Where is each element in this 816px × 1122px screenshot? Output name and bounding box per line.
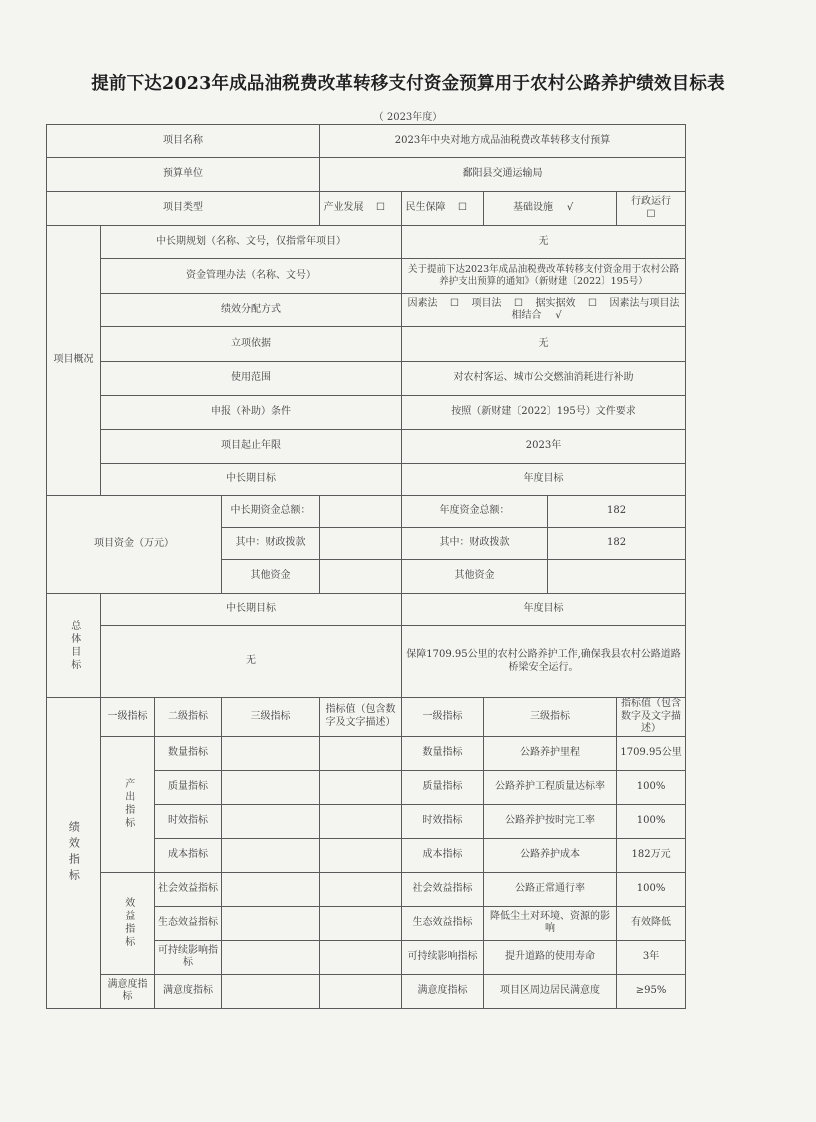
funds-annual-header: 年度目标: [402, 464, 686, 496]
table-row: [47, 974, 686, 1008]
condition-value: 按照（新财建〔2022〕195号）文件要求: [402, 396, 686, 430]
table-row: [47, 872, 686, 906]
value-cell: [320, 838, 402, 872]
annual-level1-cell: 质量指标: [402, 770, 484, 804]
level3-cell: [222, 804, 320, 838]
annual-level3-cell: 公路正常通行率: [484, 872, 617, 906]
value-cell: [320, 940, 402, 974]
condition-label: 申报（补助）条件: [101, 396, 402, 430]
period-label: 项目起止年限: [101, 430, 402, 464]
annual-value-cell: ≥95%: [617, 974, 686, 1008]
level3-cell: [222, 736, 320, 770]
annual-level1-cell: 时效指标: [402, 804, 484, 838]
header-annual-level1: 一级指标: [402, 698, 484, 737]
level3-cell: [222, 770, 320, 804]
level2-cell: 社会效益指标: [155, 872, 222, 906]
funds-total-annual-label: 年度资金总额：: [402, 496, 548, 528]
plan-value: 无: [402, 226, 686, 259]
checkbox-icon: ☐: [458, 202, 467, 214]
annual-level3-cell: 公路养护成本: [484, 838, 617, 872]
annual-level3-cell: 项目区周边居民满意度: [484, 974, 617, 1008]
fund-mgmt-value: 关于提前下达2023年成品油税费改革转移支付资金用于农村公路养护支出预算的通知》（新财建〔2022〕195号）: [402, 259, 686, 294]
value-cell: [320, 872, 402, 906]
overall-long-term-header: 中长期目标: [101, 594, 402, 626]
header-level2: 二级指标: [155, 698, 222, 737]
funds-total-label: 中长期资金总额：: [222, 496, 320, 528]
checkmark-icon: √: [555, 310, 562, 321]
annual-level3-cell: 公路养护工程质量达标率: [484, 770, 617, 804]
header-annual-value: 指标值（包含数字及文字描述）: [617, 698, 686, 737]
level3-cell: [222, 906, 320, 940]
annual-value-cell: 有效降低: [617, 906, 686, 940]
funds-group-label: 项目资金（万元）: [47, 496, 222, 594]
funds-other-annual-value: [548, 560, 686, 594]
value-cell: [320, 804, 402, 838]
funds-fiscal-value: [320, 528, 402, 560]
funds-total-annual-value: 182: [548, 496, 686, 528]
perf-methods: 因素法 ☐ 项目法 ☐ 据实据效 ☐ 因素法与项目法相结合 √: [402, 294, 686, 327]
indicators-group-label: 绩效指标: [47, 698, 101, 1009]
overall-annual-value: 保障1709.95公里的农村公路养护工作,确保我县农村公路道路桥梁安全运行。: [402, 626, 686, 698]
checkbox-icon: ☐: [376, 202, 385, 214]
funds-fiscal-label: 其中：财政拨款: [222, 528, 320, 560]
level2-cell: 时效指标: [155, 804, 222, 838]
page-title: 提前下达2023年成品油税费改革转移支付资金预算用于农村公路养护绩效目标表: [91, 74, 725, 94]
project-name-value: 2023年中央对地方成品油税费改革转移支付预算: [320, 125, 686, 158]
funds-total-value: [320, 496, 402, 528]
project-name-label: 项目名称: [47, 125, 320, 158]
level3-cell: [222, 940, 320, 974]
value-cell: [320, 736, 402, 770]
table-row: [47, 736, 686, 770]
budget-unit-value: 鄱阳县交通运输局: [320, 158, 686, 192]
header-value: 指标值（包含数字及文字描述）: [320, 698, 402, 737]
funds-long-term-header: 中长期目标: [101, 464, 402, 496]
level2-cell: 可持续影响指标: [155, 940, 222, 974]
checkbox-icon: ☐: [646, 208, 656, 220]
value-cell: [320, 770, 402, 804]
annual-level1-cell: 数量指标: [402, 736, 484, 770]
annual-level3-cell: 降低尘土对环境、资源的影响: [484, 906, 617, 940]
plan-label: 中长期规划（名称、文号，仅指常年项目）: [101, 226, 402, 259]
project-type-label: 项目类型: [47, 192, 320, 226]
annual-value-cell: 100%: [617, 770, 686, 804]
annual-level3-cell: 公路养护里程: [484, 736, 617, 770]
overall-group-label: 总体目标: [47, 594, 101, 698]
annual-value-cell: 100%: [617, 872, 686, 906]
annual-level1-cell: 成本指标: [402, 838, 484, 872]
annual-level3-cell: 提升道路的使用寿命: [484, 940, 617, 974]
level2-cell: 满意度指标: [155, 974, 222, 1008]
project-type-option: 行政运行☐: [617, 192, 686, 226]
overall-annual-header: 年度目标: [402, 594, 686, 626]
period-value: 2023年: [402, 430, 686, 464]
annual-level1-cell: 社会效益指标: [402, 872, 484, 906]
scope-label: 使用范围: [101, 362, 402, 396]
funds-other-annual-label: 其他资金: [402, 560, 548, 594]
basis-label: 立项依据: [101, 327, 402, 362]
checkbox-icon: ☐: [450, 297, 460, 309]
header-level1: 一级指标: [101, 698, 155, 737]
scope-value: 对农村客运、城市公交燃油消耗进行补助: [402, 362, 686, 396]
header-level3: 三级指标: [222, 698, 320, 737]
annual-level3-cell: 公路养护按时完工率: [484, 804, 617, 838]
checkbox-icon: ☐: [588, 297, 598, 309]
annual-value-cell: 1709.95公里: [617, 736, 686, 770]
level3-cell: [222, 838, 320, 872]
output-group-label: 产出指标: [101, 736, 155, 872]
annual-level1-cell: 生态效益指标: [402, 906, 484, 940]
level2-cell: 成本指标: [155, 838, 222, 872]
annual-value-cell: 3年: [617, 940, 686, 974]
funds-fiscal-annual-value: 182: [548, 528, 686, 560]
value-cell: [320, 974, 402, 1008]
annual-value-cell: 182万元: [617, 838, 686, 872]
checkmark-icon: √: [566, 202, 574, 214]
benefit-group-label: 效益指标: [101, 872, 155, 974]
overall-long-term-value: 无: [101, 626, 402, 698]
annual-value-cell: 100%: [617, 804, 686, 838]
project-type-option: 产业发展 ☐: [320, 192, 402, 226]
perf-alloc-label: 绩效分配方式: [101, 294, 402, 327]
level2-cell: 数量指标: [155, 736, 222, 770]
funds-fiscal-annual-label: 其中：财政拨款: [402, 528, 548, 560]
funds-other-value: [320, 560, 402, 594]
level3-cell: [222, 974, 320, 1008]
header-annual-level3: 三级指标: [484, 698, 617, 737]
level3-cell: [222, 872, 320, 906]
checkbox-icon: ☐: [514, 297, 524, 309]
annual-level1-cell: 可持续影响指标: [402, 940, 484, 974]
project-type-option: 民生保障 ☐: [402, 192, 484, 226]
project-type-option: 基础设施 √: [484, 192, 617, 226]
fund-mgmt-label: 资金管理办法（名称、文号）: [101, 259, 402, 294]
year-caption: （ 2023年度）: [373, 112, 443, 123]
annual-level1-cell: 满意度指标: [402, 974, 484, 1008]
level2-cell: 质量指标: [155, 770, 222, 804]
performance-goal-table: [46, 124, 686, 1009]
value-cell: [320, 906, 402, 940]
overview-group-label: 项目概况: [47, 226, 101, 496]
level2-cell: 生态效益指标: [155, 906, 222, 940]
satisfaction-group-label: 满意度指标: [101, 974, 155, 1008]
basis-value: 无: [402, 327, 686, 362]
funds-other-label: 其他资金: [222, 560, 320, 594]
budget-unit-label: 预算单位: [47, 158, 320, 192]
